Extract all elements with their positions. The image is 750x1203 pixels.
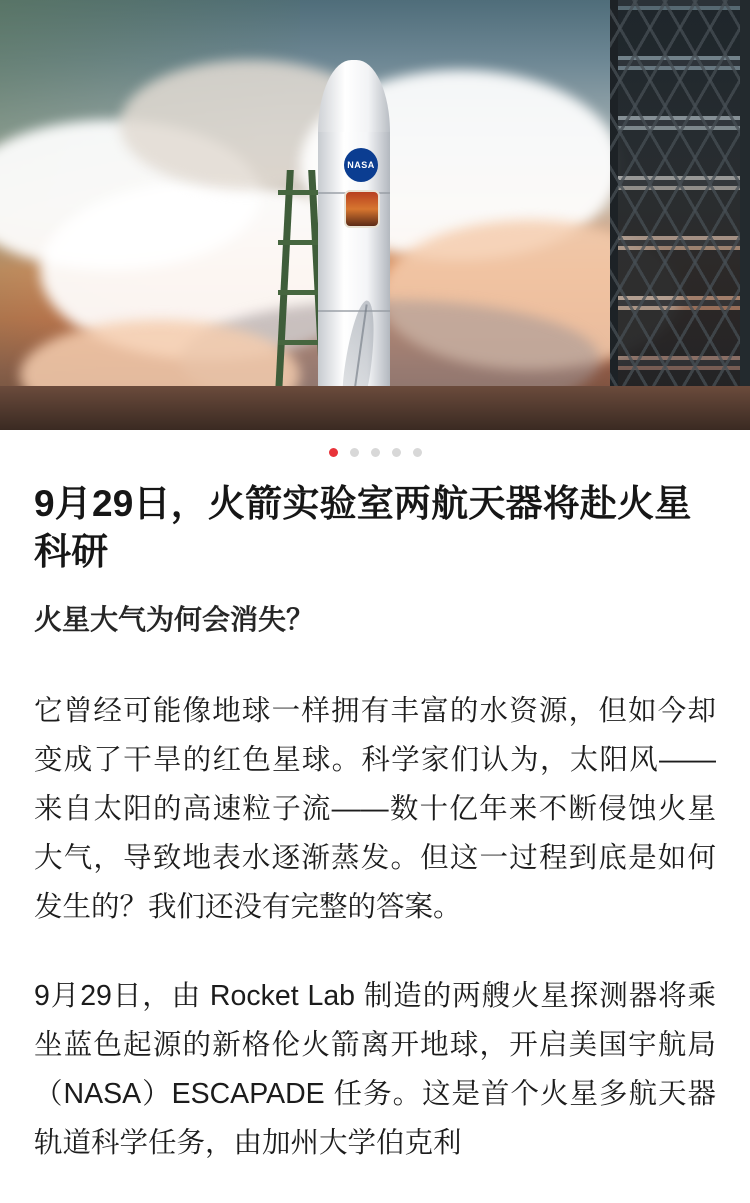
mission-patch-icon — [344, 190, 380, 228]
launch-pad-ground — [0, 386, 750, 430]
rocket-seam — [318, 310, 390, 312]
article-subheading: 火星大气为何会消失？ — [34, 604, 315, 636]
tower-lattice — [610, 0, 750, 430]
carousel-dot-1[interactable] — [329, 448, 338, 457]
carousel-dot-4[interactable] — [392, 448, 401, 457]
launch-tower — [610, 0, 750, 430]
article-paragraph: 它曾经可能像地球一样拥有丰富的水资源，但如今却变成了干旱的红色星球。科学家们认为，太阳风——来自太阳的高速粒子流——数十亿年来不断侵蚀火星大气，导致地表水逐渐蒸发。但这一过程到底是如何发生的？我们还没有完整的答案。 — [34, 694, 716, 923]
article-headline: 9月29日，火箭实验室两航天器将赴火星科研 — [34, 483, 692, 573]
carousel-dot-3[interactable] — [371, 448, 380, 457]
hero-image[interactable] — [0, 0, 750, 430]
article-body — [0, 474, 750, 1168]
carousel-dot-5[interactable] — [413, 448, 422, 457]
carousel-dot-2[interactable] — [350, 448, 359, 457]
carousel-dots[interactable] — [0, 430, 750, 474]
nasa-logo-icon: NASA — [344, 148, 378, 182]
article-paragraph: 9月29日，由 Rocket Lab 制造的两艘火星探测器将乘坐蓝色起源的新格伦火箭离开地球，开启美国宇航局（NASA）ESCAPADE 任务。这是首个火星多航天器轨道科学任务，由加州大学伯克利 — [34, 979, 716, 1159]
rocket-nose-cone — [318, 60, 390, 138]
rocket — [318, 60, 390, 430]
